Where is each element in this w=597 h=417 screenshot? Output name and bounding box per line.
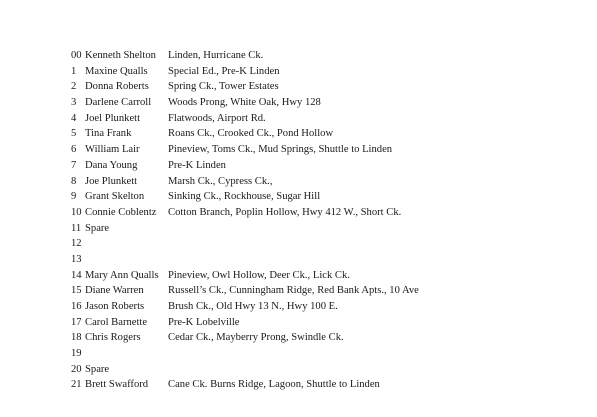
roster-row — [71, 283, 419, 299]
driver-name: Carol Barnette — [85, 316, 148, 328]
roster-row — [71, 174, 419, 190]
roster-row — [71, 79, 419, 95]
route-number: 14 — [71, 269, 82, 281]
driver-name: Grant Skelton — [85, 191, 145, 203]
route-description: Brush Ck., Old Hwy 13 N., Hwy 100 E. — [168, 301, 338, 312]
route-description: Linden, Hurricane Ck. — [168, 50, 264, 61]
roster-row — [71, 126, 419, 142]
route-description: Cane Ck. Burns Ridge, Lagoon, Shuttle to Linden — [168, 379, 380, 391]
driver-name: Chris Rogers — [85, 332, 141, 344]
driver-name: Donna Roberts — [85, 81, 149, 93]
route-number: 13 — [71, 253, 82, 265]
route-description: Roans Ck., Crooked Ck., Pond Hollow — [168, 128, 334, 140]
route-description: Pineview, Owl Hollow, Deer Ck., Lick Ck. — [168, 269, 350, 281]
route-number: 6 — [71, 144, 77, 156]
roster-row — [71, 142, 419, 158]
route-description: Spring Ck., Tower Estates — [168, 81, 279, 93]
roster-row — [71, 330, 419, 346]
roster-row — [71, 299, 419, 315]
roster-row — [71, 64, 419, 80]
route-description: Special Ed., Pre-K Linden — [168, 65, 280, 77]
route-number: 7 — [71, 159, 77, 171]
driver-name: William Lair — [85, 144, 140, 156]
driver-name: Diane Warren — [85, 285, 144, 297]
driver-name: Dana Young — [85, 159, 138, 171]
roster-row — [71, 189, 419, 205]
driver-name — [85, 252, 168, 268]
driver-name — [85, 236, 168, 252]
driver-name: Brett Swafford — [85, 379, 149, 391]
route-description: Cedar Ck., Mayberry Prong, Swindle Ck. — [168, 332, 344, 344]
driver-name: Maxine Qualls — [85, 65, 148, 77]
driver-name — [85, 346, 168, 362]
route-description: Woods Prong, White Oak, Hwy 128 — [168, 97, 321, 109]
route-number: 16 — [71, 301, 82, 312]
roster-row — [71, 158, 419, 174]
route-number: 1 — [71, 65, 77, 77]
roster-row — [71, 95, 419, 111]
driver-name: Kenneth Shelton — [85, 50, 156, 61]
roster-row — [71, 377, 419, 393]
route-number: 12 — [71, 238, 82, 250]
route-number: 00 — [71, 50, 82, 61]
route-number: 17 — [71, 316, 82, 328]
route-number: 10 — [71, 206, 82, 218]
roster-row — [71, 252, 419, 268]
route-number: 2 — [71, 81, 77, 93]
route-description: Russell’s Ck., Cunningham Ridge, Red Bank Apts., 10 Ave — [168, 285, 419, 297]
route-number: 21 — [71, 379, 82, 391]
route-description: Marsh Ck., Cypress Ck., — [168, 175, 273, 187]
route-description: Pre-K Linden — [168, 159, 226, 171]
route-description: Pre-K Lobelville — [168, 316, 240, 328]
roster-row — [71, 315, 419, 331]
driver-name: Jason Roberts — [85, 301, 145, 312]
route-description: Cotton Branch, Poplin Hollow, Hwy 412 W., Short Ck. — [168, 206, 402, 218]
bus-route-roster — [71, 48, 419, 393]
route-description: Pineview, Toms Ck., Mud Springs, Shuttle to Linden — [168, 144, 393, 156]
driver-name: Joel Plunkett — [85, 112, 141, 124]
driver-name: Tina Frank — [85, 128, 132, 140]
roster-row — [71, 236, 419, 252]
route-number: 15 — [71, 285, 82, 297]
route-number: 19 — [71, 348, 82, 360]
route-number: 5 — [71, 128, 77, 140]
roster-row — [71, 268, 419, 284]
route-number: 20 — [71, 363, 82, 375]
roster-row — [71, 205, 419, 221]
roster-row — [71, 111, 419, 127]
route-number: 8 — [71, 175, 77, 187]
route-number: 3 — [71, 97, 77, 109]
driver-name: Darlene Carroll — [85, 97, 152, 109]
roster-row — [71, 221, 419, 237]
driver-name: Mary Ann Qualls — [85, 269, 159, 281]
roster-row — [71, 362, 419, 378]
route-description: Flatwoods, Airport Rd. — [168, 112, 266, 124]
roster-row — [71, 48, 419, 64]
driver-name: Connie Coblentz — [85, 206, 157, 218]
route-description: Sinking Ck., Rockhouse, Sugar Hill — [168, 191, 321, 203]
driver-name: Spare — [85, 363, 110, 375]
roster-row — [71, 346, 419, 362]
driver-name: Joe Plunkett — [85, 175, 138, 187]
route-number: 18 — [71, 332, 82, 344]
route-number: 11 — [71, 222, 82, 234]
driver-name: Spare — [85, 222, 110, 234]
route-number: 4 — [71, 112, 77, 124]
route-number: 9 — [71, 191, 77, 203]
